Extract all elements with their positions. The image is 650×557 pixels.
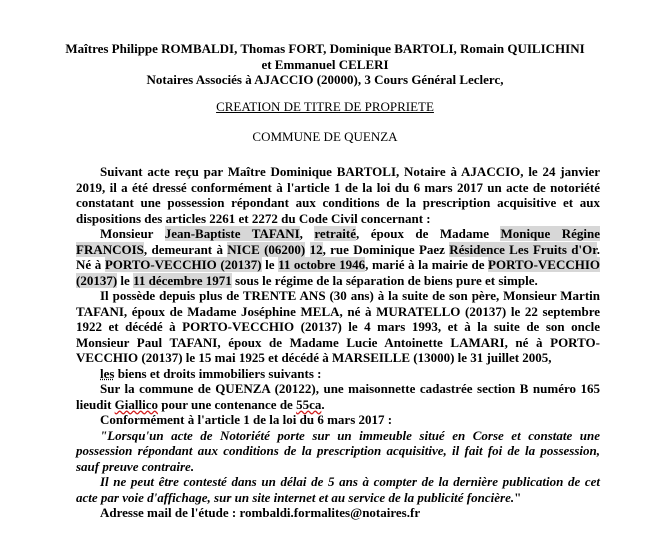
birth-city: PORTO-VECCHIO (20137) [104,257,262,272]
residence-city: NICE (06200) [227,241,306,257]
goods-line: les biens et droits immobiliers suivants : [100,365,322,381]
property-paragraph: Sur la commune de QUENZA (20122), une maisonnette cadastrée section B numéro 165 lieudit Giallico pour une contenance de 55ca. [76,381,600,412]
address-number: 12 [309,241,323,257]
document-title: CREATION DE TITRE DE PROPRIETE [216,99,434,114]
spouse-last-name: FRANCOIS [76,241,144,257]
place-name: Giallico [114,396,158,412]
email-address: rombaldi.formalites@notaires.fr [239,505,421,520]
possession-paragraph: Il possède depuis plus de TRENTE ANS (30 ans) à la suite de son père, Monsieur Martin TAFANI, époux de Madame Joséphine MELA, né à MURATELLO (20137) le 22 septembre 1922 et décédé à PORTO-VECCHIO (20137) le 4 mars 1993, et à la suite de son oncle Monsieur Paul TAFANI, époux de Madame Lucie Antoinette LAMARI, né à PORTO-VECCHIO (20137) le 15 mai 1925 et décédé à MARSEILLE (13000) le 31 juillet 2005, [76,288,600,365]
spouse-first-name: Monique Régine [500,226,601,241]
person-paragraph: Monsieur Jean-Baptiste TAFANI, retraité, époux de Madame Monique Régine FRANCOIS, demeurant à NICE (06200) 12, rue Dominique Paez Résidence Les Fruits d'Or. Né à PORTO-VECCHIO (20137) le 11 octobre 1946, marié à la mairie de PORTO-VECCHIO (20137) le 11 décembre 1971 sous le régime de la séparation de biens pure et simple. [76,226,601,288]
area-value: 55ca [296,396,322,412]
owner-job: retraité [314,226,356,241]
birth-date: 11 octobre 1946 [278,257,366,272]
residence-name: Résidence Les Fruits d'Or [449,241,597,257]
email-line: Adresse mail de l'étude : rombaldi.formalites@notaires.fr [100,505,421,520]
header-line-3: Notaires Associés à AJACCIO (20000), 3 Cours Général Leclerc, [146,72,504,87]
owner-name: Jean-Baptiste TAFANI [164,226,300,241]
law-quote-2: Il ne peut être contesté dans un délai de 5 ans à compter de la dernière publication de cet acte par voie d'affichage, sur un site internet et au service de la publicité foncière." [76,474,600,505]
notary-header [40,41,610,88]
intro-paragraph: Suivant acte reçu par Maître Dominique BARTOLI, Notaire à AJACCIO, le 24 janvier 2019, il a été dressé conformément à l'article 1 de la loi du 6 mars 2017 un acte de notoriété constatant une possession répondant aux conditions de la prescription acquisitive et aux dispositions des articles 2261 et 2272 du Code Civil concernant : [76,164,600,226]
law-intro: Conformément à l'article 1 de la loi du 6 mars 2017 : [100,412,393,427]
header-line-2: et Emmanuel CELERI [261,56,389,72]
marriage-date: 11 décembre 1971 [133,272,232,288]
document-body [76,164,600,521]
header-line-1: Maîtres Philippe ROMBALDI, Thomas FORT, Dominique BARTOLI, Romain QUILICHINI [65,41,585,56]
law-quote-1: "Lorsqu'un acte de Notoriété porte sur un immeuble situé en Corse et constate une possession répondant aux conditions de la prescription acquisitive, il fait foi de la possession, sauf preuve contraire. [76,427,600,474]
marriage-city: PORTO-VECCHIO (20137) [76,257,601,288]
commune-title: COMMUNE DE QUENZA [252,129,398,144]
